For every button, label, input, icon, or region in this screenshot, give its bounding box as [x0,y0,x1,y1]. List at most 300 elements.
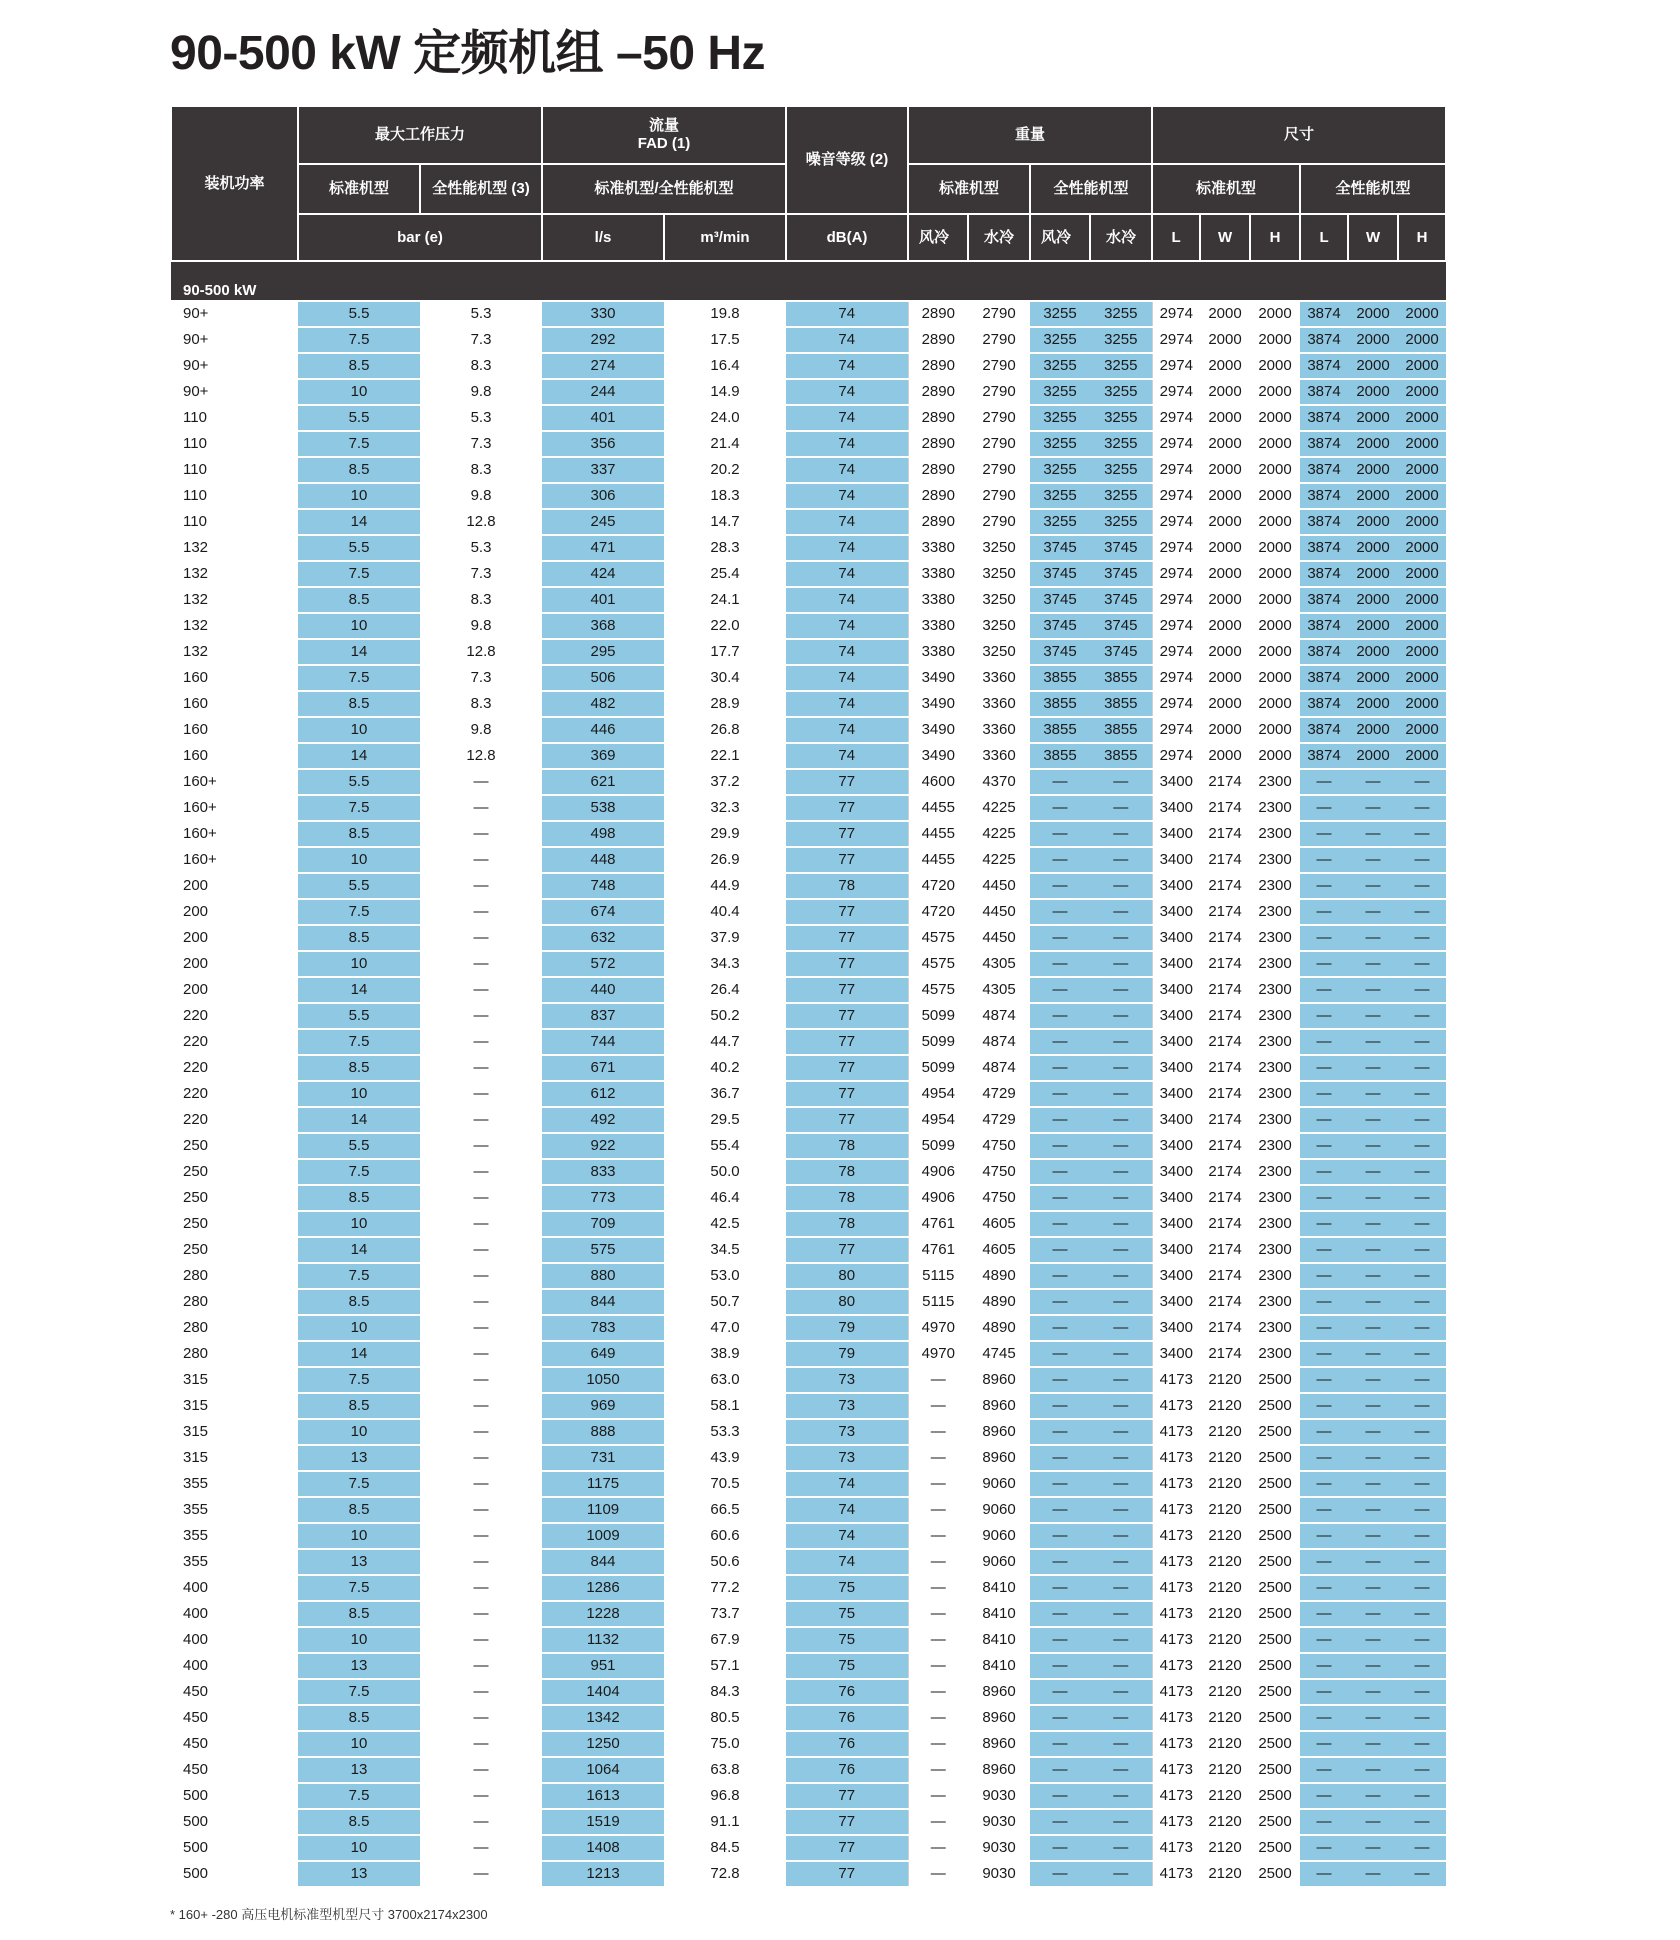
cell-flow-ls: 951 [542,1653,664,1679]
cell-dim-w-full: — [1348,1757,1398,1783]
cell-dim-l-full: 3874 [1300,327,1348,353]
cell-dim-l-std: 3400 [1152,1263,1200,1289]
cell-dim-w-full: — [1348,1809,1398,1835]
cell-power: 90+ [171,379,298,405]
cell-weight-air-std: 5099 [908,1029,968,1055]
cell-dim-l-std: 4173 [1152,1757,1200,1783]
cell-dim-w-std: 2174 [1200,873,1250,899]
cell-dim-w-full: — [1348,1419,1398,1445]
cell-noise: 76 [786,1679,908,1705]
cell-dim-l-std: 2974 [1152,717,1200,743]
cell-dim-h-full: 2000 [1398,301,1446,327]
cell-power: 200 [171,873,298,899]
cell-pressure-full: 7.3 [420,665,542,691]
cell-weight-water-std: 3360 [968,691,1030,717]
table-row [171,1731,1446,1757]
cell-dim-l-full: — [1300,873,1348,899]
cell-pressure-full: — [420,1055,542,1081]
cell-dim-l-std: 4173 [1152,1575,1200,1601]
cell-pressure-standard: 13 [298,1445,420,1471]
cell-dim-h-full: — [1398,899,1446,925]
cell-weight-water-full: — [1090,1627,1152,1653]
cell-flow-m3min: 26.9 [664,847,786,873]
cell-weight-water-std: 2790 [968,509,1030,535]
cell-dim-h-full: — [1398,1549,1446,1575]
cell-weight-air-full: 3255 [1030,301,1090,327]
cell-flow-m3min: 80.5 [664,1705,786,1731]
cell-weight-air-std: 4455 [908,821,968,847]
cell-dim-l-std: 3400 [1152,769,1200,795]
cell-pressure-full: — [420,1523,542,1549]
cell-dim-h-std: 2300 [1250,795,1300,821]
cell-dim-w-std: 2174 [1200,1003,1250,1029]
cell-dim-h-std: 2300 [1250,821,1300,847]
cell-weight-water-full: — [1090,1263,1152,1289]
cell-dim-w-std: 2000 [1200,405,1250,431]
cell-dim-w-std: 2174 [1200,1055,1250,1081]
cell-noise: 77 [786,1809,908,1835]
cell-weight-water-full: 3745 [1090,561,1152,587]
cell-weight-water-full: — [1090,1471,1152,1497]
cell-dim-l-std: 4173 [1152,1523,1200,1549]
cell-dim-h-full: 2000 [1398,509,1446,535]
cell-dim-h-std: 2300 [1250,769,1300,795]
cell-noise: 74 [786,353,908,379]
cell-flow-m3min: 26.4 [664,977,786,1003]
cell-dim-l-full: — [1300,1237,1348,1263]
cell-pressure-standard: 10 [298,1211,420,1237]
table-row [171,1757,1446,1783]
cell-power: 110 [171,457,298,483]
cell-weight-air-full: 3745 [1030,613,1090,639]
cell-weight-air-std: 3490 [908,743,968,769]
cell-dim-l-full: 3874 [1300,353,1348,379]
table-row [171,483,1446,509]
cell-dim-w-std: 2174 [1200,1263,1250,1289]
cell-dim-l-std: 4173 [1152,1809,1200,1835]
cell-dim-h-std: 2500 [1250,1653,1300,1679]
table-row [171,509,1446,535]
cell-weight-water-std: 4750 [968,1133,1030,1159]
cell-weight-air-full: — [1030,1705,1090,1731]
cell-dim-h-full: 2000 [1398,743,1446,769]
cell-flow-ls: 632 [542,925,664,951]
cell-dim-w-std: 2120 [1200,1367,1250,1393]
cell-dim-w-std: 2174 [1200,1081,1250,1107]
table-row [171,1575,1446,1601]
table-row [171,457,1446,483]
table-row [171,1835,1446,1861]
cell-pressure-standard: 8.5 [298,691,420,717]
cell-weight-air-std: 3380 [908,639,968,665]
cell-dim-w-full: 2000 [1348,613,1398,639]
cell-dim-h-std: 2300 [1250,977,1300,1003]
cell-weight-air-full: — [1030,899,1090,925]
cell-weight-water-std: 3360 [968,743,1030,769]
cell-flow-ls: 356 [542,431,664,457]
cell-weight-air-full: — [1030,1263,1090,1289]
cell-dim-w-std: 2120 [1200,1393,1250,1419]
cell-weight-air-std: 4954 [908,1107,968,1133]
cell-pressure-full: 8.3 [420,691,542,717]
cell-flow-ls: 1613 [542,1783,664,1809]
cell-power: 220 [171,1003,298,1029]
cell-dim-w-std: 2000 [1200,587,1250,613]
cell-power: 160+ [171,795,298,821]
cell-weight-water-full: — [1090,1549,1152,1575]
cell-weight-water-full: 3255 [1090,431,1152,457]
cell-weight-air-std: 2890 [908,379,968,405]
cell-flow-m3min: 57.1 [664,1653,786,1679]
cell-dim-h-full: 2000 [1398,379,1446,405]
cell-flow-m3min: 22.0 [664,613,786,639]
cell-dim-w-std: 2120 [1200,1835,1250,1861]
cell-pressure-standard: 5.5 [298,1133,420,1159]
cell-pressure-standard: 8.5 [298,353,420,379]
cell-dim-w-full: — [1348,1523,1398,1549]
cell-pressure-standard: 8.5 [298,1289,420,1315]
cell-flow-m3min: 16.4 [664,353,786,379]
cell-pressure-standard: 10 [298,1627,420,1653]
cell-dim-w-std: 2000 [1200,691,1250,717]
cell-flow-ls: 274 [542,353,664,379]
cell-weight-air-std: — [908,1523,968,1549]
unit-width-full: W [1348,214,1398,261]
cell-dim-w-full: — [1348,847,1398,873]
cell-weight-air-full: — [1030,769,1090,795]
cell-weight-air-std: — [908,1705,968,1731]
cell-weight-water-std: 3250 [968,535,1030,561]
cell-weight-water-std: 4450 [968,899,1030,925]
cell-dim-h-std: 2500 [1250,1679,1300,1705]
cell-weight-water-full: — [1090,1445,1152,1471]
cell-weight-air-full: — [1030,1783,1090,1809]
cell-pressure-standard: 8.5 [298,1185,420,1211]
cell-flow-ls: 1286 [542,1575,664,1601]
cell-pressure-full: — [420,1757,542,1783]
cell-power: 200 [171,951,298,977]
cell-noise: 78 [786,1211,908,1237]
cell-weight-water-full: — [1090,1055,1152,1081]
table-row [171,1185,1446,1211]
spec-table [170,105,1447,1888]
cell-flow-ls: 621 [542,769,664,795]
cell-dim-l-full: — [1300,1783,1348,1809]
cell-dim-h-std: 2500 [1250,1731,1300,1757]
cell-dim-h-std: 2500 [1250,1575,1300,1601]
cell-dim-l-full: 3874 [1300,405,1348,431]
cell-dim-h-full: — [1398,1341,1446,1367]
cell-noise: 77 [786,1029,908,1055]
cell-weight-water-std: 2790 [968,327,1030,353]
cell-dim-h-full: — [1398,1601,1446,1627]
cell-noise: 73 [786,1393,908,1419]
cell-dim-w-std: 2120 [1200,1705,1250,1731]
cell-dim-l-std: 2974 [1152,405,1200,431]
cell-dim-w-std: 2120 [1200,1445,1250,1471]
cell-flow-ls: 969 [542,1393,664,1419]
cell-pressure-full: — [420,1471,542,1497]
cell-pressure-full: 7.3 [420,431,542,457]
cell-noise: 75 [786,1575,908,1601]
cell-weight-water-std: 9030 [968,1861,1030,1887]
cell-flow-m3min: 84.5 [664,1835,786,1861]
cell-flow-m3min: 18.3 [664,483,786,509]
cell-dim-w-full: — [1348,1393,1398,1419]
cell-dim-h-full: — [1398,1211,1446,1237]
cell-pressure-full: — [420,1653,542,1679]
cell-dim-h-full: 2000 [1398,483,1446,509]
cell-dim-h-full: — [1398,1419,1446,1445]
cell-noise: 74 [786,717,908,743]
cell-dim-h-std: 2300 [1250,1055,1300,1081]
cell-dim-h-full: — [1398,1757,1446,1783]
cell-dim-l-full: — [1300,1211,1348,1237]
cell-flow-ls: 1109 [542,1497,664,1523]
cell-weight-water-full: 3745 [1090,639,1152,665]
cell-noise: 73 [786,1445,908,1471]
cell-dim-w-std: 2000 [1200,639,1250,665]
cell-pressure-standard: 8.5 [298,1705,420,1731]
cell-dim-w-std: 2174 [1200,1159,1250,1185]
footnote: * 160+ -280 高压电机标准型机型尺寸 3700x2174x2300 [170,1907,488,1922]
unit-water-cooled-full: 水冷 [1090,214,1152,261]
cell-pressure-standard: 13 [298,1653,420,1679]
cell-dim-l-std: 3400 [1152,1055,1200,1081]
table-row [171,1055,1446,1081]
cell-dim-l-full: — [1300,1679,1348,1705]
cell-dim-w-std: 2120 [1200,1575,1250,1601]
cell-dim-h-std: 2000 [1250,301,1300,327]
cell-weight-air-full: — [1030,1601,1090,1627]
cell-pressure-standard: 7.5 [298,1029,420,1055]
cell-weight-air-std: 4761 [908,1237,968,1263]
cell-weight-air-full: — [1030,1809,1090,1835]
cell-weight-water-std: 4305 [968,951,1030,977]
cell-pressure-full: — [420,951,542,977]
table-row [171,899,1446,925]
cell-dim-w-std: 2174 [1200,951,1250,977]
subcol-standard: 标准机型 [298,164,420,214]
cell-weight-water-full: — [1090,1133,1152,1159]
cell-dim-l-full: — [1300,1289,1348,1315]
cell-dim-w-std: 2120 [1200,1523,1250,1549]
table-row [171,1679,1446,1705]
cell-pressure-full: — [420,1081,542,1107]
cell-noise: 78 [786,1185,908,1211]
cell-pressure-standard: 7.5 [298,561,420,587]
cell-weight-air-std: — [908,1419,968,1445]
table-row [171,1705,1446,1731]
cell-dim-w-full: — [1348,1003,1398,1029]
cell-noise: 74 [786,639,908,665]
cell-dim-w-full: — [1348,899,1398,925]
cell-weight-air-full: — [1030,1523,1090,1549]
cell-weight-water-full: 3255 [1090,327,1152,353]
cell-flow-m3min: 77.2 [664,1575,786,1601]
cell-weight-water-std: 4370 [968,769,1030,795]
unit-length-full: L [1300,214,1348,261]
cell-noise: 77 [786,925,908,951]
cell-weight-water-full: 3745 [1090,613,1152,639]
cell-weight-water-std: 2790 [968,379,1030,405]
cell-weight-air-std: 4600 [908,769,968,795]
cell-power: 90+ [171,301,298,327]
cell-dim-w-full: — [1348,873,1398,899]
cell-dim-h-full: 2000 [1398,613,1446,639]
cell-weight-air-full: — [1030,1731,1090,1757]
cell-dim-l-full: — [1300,1705,1348,1731]
cell-pressure-standard: 8.5 [298,1393,420,1419]
cell-weight-water-std: 4225 [968,847,1030,873]
cell-flow-m3min: 72.8 [664,1861,786,1887]
cell-noise: 74 [786,509,908,535]
cell-dim-h-full: — [1398,1445,1446,1471]
table-row [171,1237,1446,1263]
cell-power: 500 [171,1783,298,1809]
cell-dim-w-full: — [1348,795,1398,821]
cell-dim-w-full: — [1348,821,1398,847]
unit-m3min: m³/min [664,214,786,261]
cell-dim-h-std: 2500 [1250,1705,1300,1731]
cell-flow-m3min: 21.4 [664,431,786,457]
cell-dim-l-std: 2974 [1152,379,1200,405]
cell-flow-ls: 1404 [542,1679,664,1705]
cell-dim-w-full: — [1348,1679,1398,1705]
cell-flow-ls: 295 [542,639,664,665]
cell-dim-h-std: 2000 [1250,483,1300,509]
cell-dim-l-std: 3400 [1152,977,1200,1003]
cell-weight-air-full: 3745 [1030,535,1090,561]
cell-pressure-full: — [420,1679,542,1705]
cell-power: 280 [171,1263,298,1289]
cell-dim-l-std: 3400 [1152,1289,1200,1315]
cell-weight-air-full: 3855 [1030,691,1090,717]
cell-weight-water-full: 3255 [1090,483,1152,509]
cell-weight-water-std: 3250 [968,561,1030,587]
cell-power: 500 [171,1861,298,1887]
cell-weight-air-std: 2890 [908,509,968,535]
cell-weight-air-full: — [1030,1393,1090,1419]
cell-flow-m3min: 70.5 [664,1471,786,1497]
cell-weight-water-std: 8410 [968,1627,1030,1653]
cell-dim-h-full: 2000 [1398,405,1446,431]
cell-dim-h-std: 2500 [1250,1419,1300,1445]
cell-pressure-full: — [420,847,542,873]
cell-weight-water-full: — [1090,1419,1152,1445]
cell-weight-air-std: 4575 [908,977,968,1003]
cell-dim-l-std: 3400 [1152,1003,1200,1029]
cell-weight-air-std: — [908,1679,968,1705]
table-row [171,1549,1446,1575]
table-row [171,1601,1446,1627]
cell-dim-w-full: — [1348,1133,1398,1159]
section-row [171,261,1446,301]
cell-weight-air-std: 2890 [908,431,968,457]
cell-noise: 74 [786,1471,908,1497]
cell-dim-h-full: — [1398,1055,1446,1081]
cell-flow-ls: 244 [542,379,664,405]
cell-dim-l-full: 3874 [1300,639,1348,665]
cell-flow-m3min: 29.5 [664,1107,786,1133]
cell-pressure-standard: 7.5 [298,1679,420,1705]
cell-dim-w-full: — [1348,769,1398,795]
cell-dim-w-std: 2120 [1200,1679,1250,1705]
cell-dim-l-std: 2974 [1152,691,1200,717]
cell-dim-l-std: 3400 [1152,795,1200,821]
cell-power: 132 [171,561,298,587]
cell-weight-water-full: 3745 [1090,535,1152,561]
cell-pressure-standard: 10 [298,717,420,743]
cell-pressure-standard: 5.5 [298,769,420,795]
cell-dim-l-full: 3874 [1300,301,1348,327]
table-row [171,1445,1446,1471]
cell-weight-air-full: 3255 [1030,431,1090,457]
cell-power: 280 [171,1341,298,1367]
cell-dim-h-full: — [1398,977,1446,1003]
cell-dim-l-std: 2974 [1152,301,1200,327]
cell-dim-w-full: — [1348,1341,1398,1367]
cell-weight-water-std: 4890 [968,1315,1030,1341]
cell-weight-water-full: 3855 [1090,691,1152,717]
cell-pressure-full: — [420,1185,542,1211]
cell-dim-w-std: 2174 [1200,899,1250,925]
cell-pressure-full: — [420,1809,542,1835]
cell-dim-h-std: 2300 [1250,1029,1300,1055]
cell-dim-w-full: 2000 [1348,353,1398,379]
cell-weight-air-full: 3255 [1030,379,1090,405]
cell-noise: 74 [786,483,908,509]
cell-weight-water-full: — [1090,1289,1152,1315]
cell-dim-h-std: 2000 [1250,717,1300,743]
cell-weight-water-std: 4874 [968,1003,1030,1029]
cell-pressure-standard: 10 [298,1523,420,1549]
cell-dim-w-full: — [1348,1159,1398,1185]
cell-dim-h-full: 2000 [1398,639,1446,665]
cell-weight-water-full: — [1090,1497,1152,1523]
subcol-dim-full: 全性能机型 [1300,164,1446,214]
cell-power: 500 [171,1809,298,1835]
cell-pressure-full: — [420,1549,542,1575]
cell-dim-h-full: 2000 [1398,717,1446,743]
cell-dim-h-full: — [1398,1523,1446,1549]
cell-pressure-full: 5.3 [420,405,542,431]
cell-pressure-full: 12.8 [420,509,542,535]
cell-flow-m3min: 44.7 [664,1029,786,1055]
cell-pressure-standard: 10 [298,847,420,873]
cell-weight-air-std: — [908,1783,968,1809]
cell-dim-l-full: 3874 [1300,613,1348,639]
cell-pressure-full: — [420,1861,542,1887]
cell-dim-l-std: 4173 [1152,1549,1200,1575]
cell-weight-water-std: 4874 [968,1029,1030,1055]
cell-dim-h-std: 2500 [1250,1627,1300,1653]
cell-weight-water-full: — [1090,821,1152,847]
cell-noise: 74 [786,379,908,405]
cell-dim-h-full: — [1398,1627,1446,1653]
cell-weight-water-full: — [1090,1315,1152,1341]
cell-pressure-standard: 7.5 [298,431,420,457]
cell-noise: 76 [786,1757,908,1783]
cell-weight-water-full: 3255 [1090,301,1152,327]
cell-flow-ls: 401 [542,405,664,431]
cell-noise: 77 [786,1237,908,1263]
cell-weight-air-full: — [1030,1055,1090,1081]
cell-weight-water-full: — [1090,1835,1152,1861]
cell-dim-h-std: 2500 [1250,1471,1300,1497]
cell-weight-water-full: — [1090,1341,1152,1367]
cell-dim-l-std: 2974 [1152,483,1200,509]
